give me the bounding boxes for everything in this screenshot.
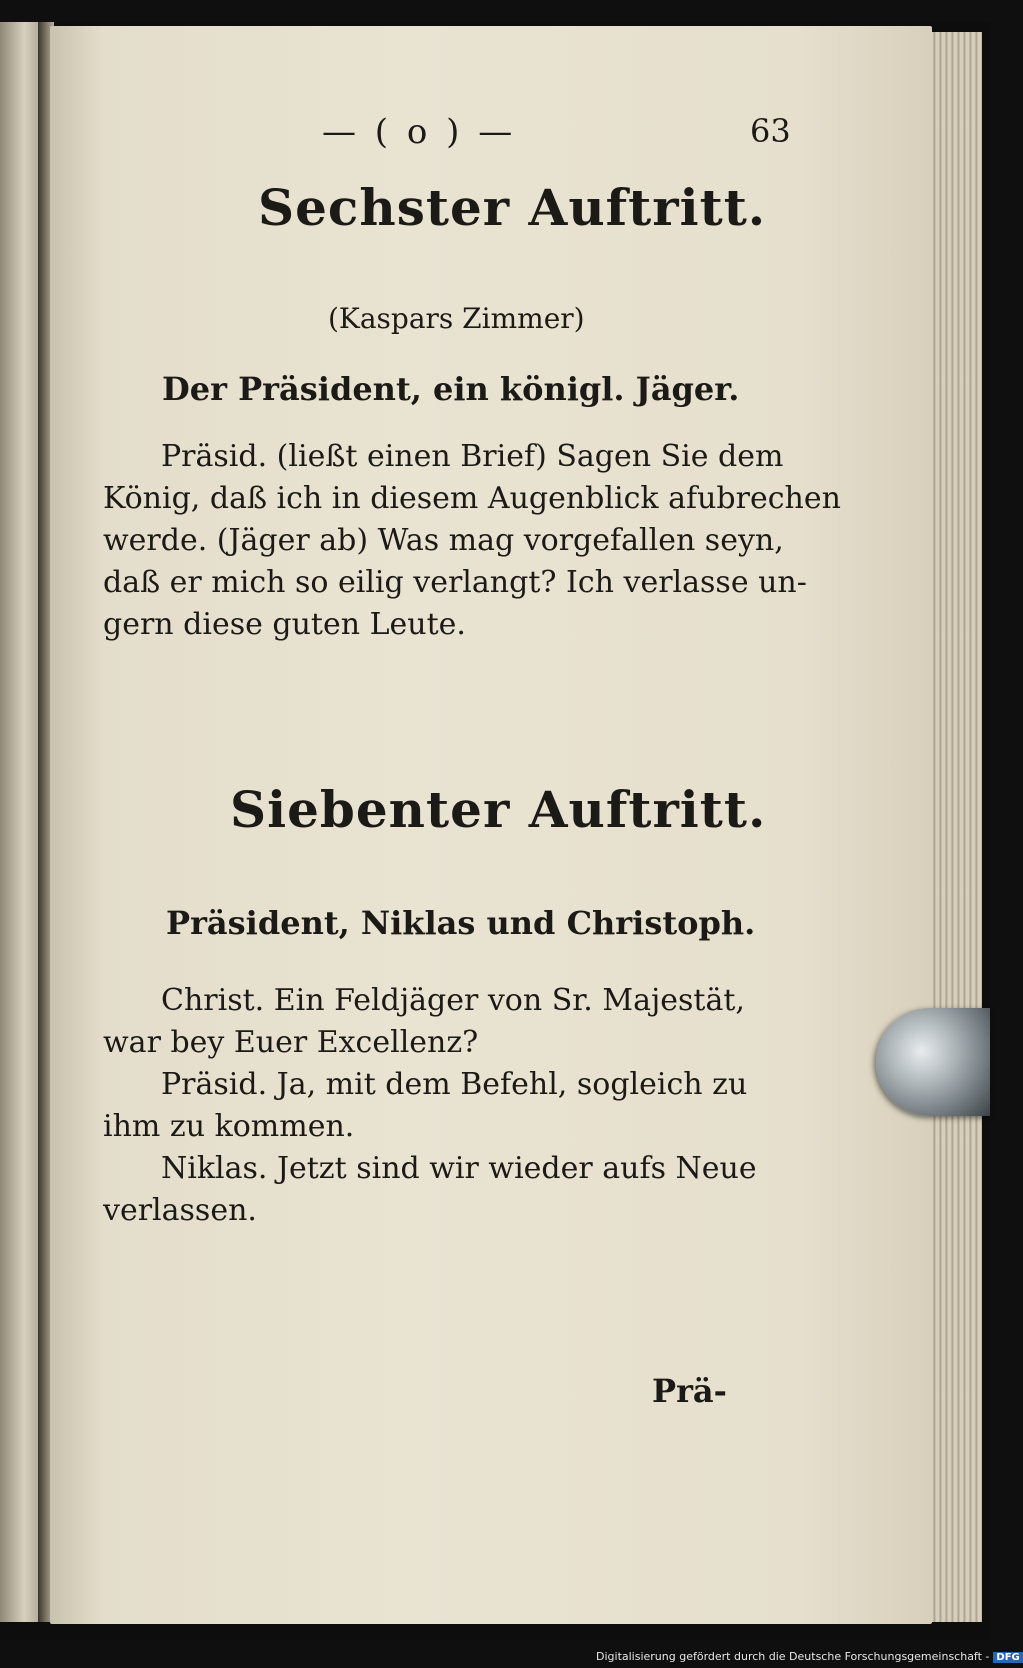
dialogue-line: war bey Euer Excellenz? [103, 1025, 479, 1060]
footer-credit-text: Digitalisierung gefördert durch die Deutsche Forschungsgemeinschaft - [596, 1650, 990, 1663]
footer-credit [596, 1650, 1023, 1663]
page-edges [930, 32, 982, 1622]
scene-7-cast: Präsident, Niklas und Christoph. [166, 904, 756, 942]
scene-7-heading: Siebenter Auftritt. [230, 780, 767, 839]
dialogue-line: Präsid. (ließt einen Brief) Sagen Sie dem [161, 439, 784, 474]
scene-6-setting: (Kaspars Zimmer) [328, 302, 585, 335]
dialogue-line: daß er mich so eilig verlangt? Ich verlasse un- [103, 565, 807, 600]
scene-7-dialogue [103, 980, 757, 1232]
dialogue-line: werde. (Jäger ab) Was mag vorgefallen seyn, [103, 523, 784, 558]
dialogue-line: Präsid. Ja, mit dem Befehl, sogleich zu [161, 1067, 748, 1102]
dialogue-line: verlassen. [103, 1193, 257, 1228]
running-header: — ( o ) — [322, 112, 517, 152]
page-clip [876, 1008, 990, 1116]
scene-6-cast: Der Präsident, ein königl. Jäger. [162, 370, 740, 408]
scene-6-heading: Sechster Auftritt. [258, 178, 767, 237]
dialogue-line: Christ. Ein Feldjäger von Sr. Majestät, [161, 983, 745, 1018]
dialogue-line: Niklas. Jetzt sind wir wieder aufs Neue [161, 1151, 757, 1186]
dialogue-line: ihm zu kommen. [103, 1109, 355, 1144]
catchword: Prä- [652, 1372, 727, 1410]
dfg-logo: DFG [993, 1652, 1022, 1663]
dialogue-line: König, daß ich in diesem Augenblick afubrechen [103, 481, 841, 516]
page-number: 63 [750, 112, 791, 150]
scene-6-dialogue [103, 436, 841, 646]
dialogue-line: gern diese guten Leute. [103, 607, 466, 642]
